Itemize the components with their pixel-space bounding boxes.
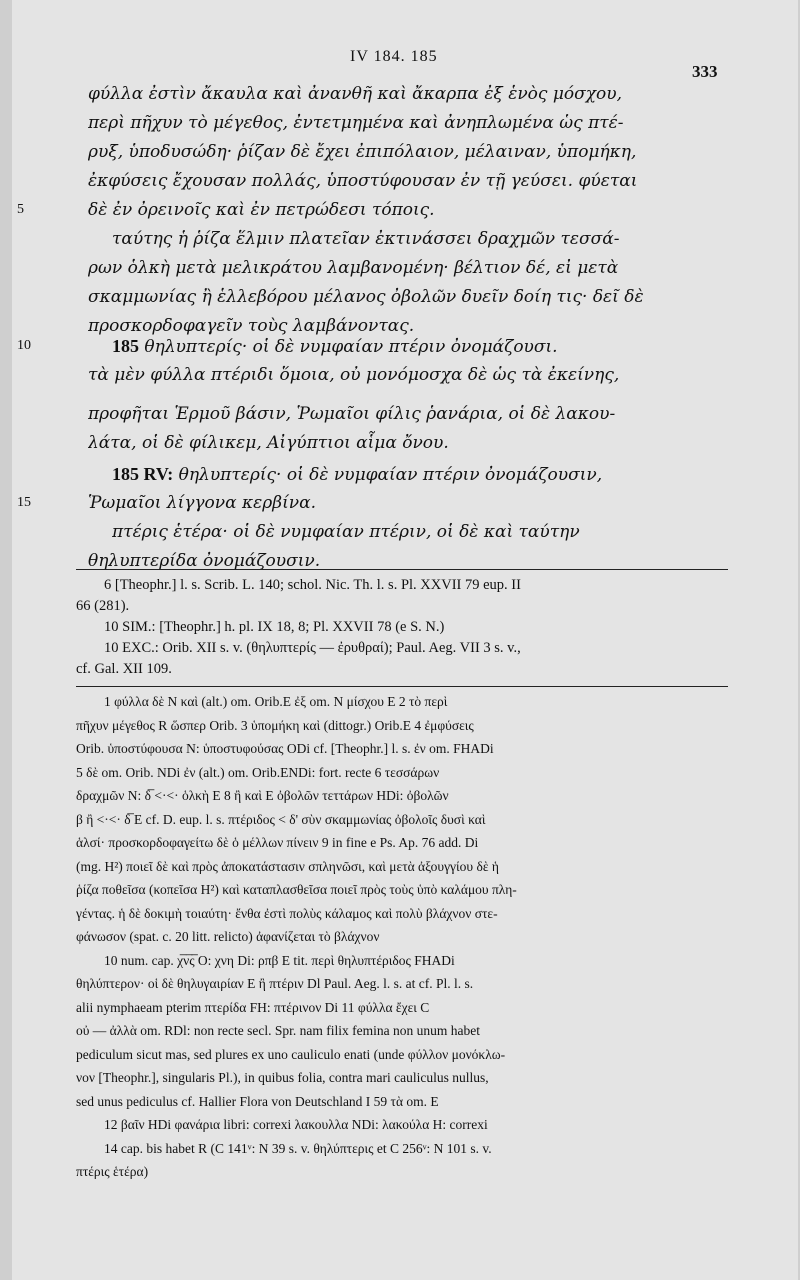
testimonia-line: 66 (281). [76, 598, 130, 614]
text-line: φύλλα ἐστὶν ἄκαυλα καὶ ἀνανθῆ καὶ ἄκαρπα ἐξ ἑνὸς μόσχου, [88, 84, 622, 104]
apparatus-line: φάνωσον (spat. c. 20 litt. relicto) ἀφανίζεται τὸ βλάχνον [76, 929, 380, 944]
testimonia-line: 6 [Theophr.] l. s. Scrib. L. 140; schol. Nic. Th. l. s. Pl. XXVII 79 eup. II [104, 577, 521, 593]
synonyms-line: προφῆται Ἑρμοῦ βάσιν, Ῥωμαῖοι φίλις ῥανάρια, οἱ δὲ λακου- [88, 404, 616, 424]
text-line: θηλυπτερίδα ὀνομάζουσιν. [88, 551, 321, 571]
apparatus-line: sed unus pediculus cf. Hallier Flora von Deutschland I 59 τὰ om. E [76, 1093, 439, 1109]
apparatus-line: πῆχυν μέγεθος R ὥσπερ Orib. 3 ὑπομήκη καὶ (dittogr.) Orib.E 4 ἐμφύσεις [76, 717, 474, 733]
text-line: δὲ ἐν ὀρεινοῖς καὶ ἐν πετρώδεσι τόποις. [88, 200, 435, 220]
apparatus-line: θηλύπτερον· οἱ δὲ θηλυγαιρίαν E ἢ πτέριν Dl Paul. Aeg. l. s. at cf. Pl. l. s. [76, 976, 474, 991]
text-line: Ῥωμαῖοι λίγγονα κερβίνα. [88, 493, 316, 513]
chapter-number: 185 RV: [112, 464, 174, 484]
chapter-text: θηλυπτερίς· οἱ δὲ νυμφαίαν πτέριν ὀνομάζουσι. [139, 337, 558, 357]
synonyms-line: λάτα, οἱ δὲ φίλικεμ, Αἰγύπτιοι αἷμα ὄνου. [88, 433, 449, 453]
line-number: 15 [17, 495, 31, 510]
text-line: ρων ὁλκὴ μετὰ μελικράτου λαμβανομένη· βέλτιον δέ, εἰ μετὰ [88, 258, 619, 278]
apparatus-line: οὐ — ἀλλὰ om. RDl: non recte secl. Spr. nam filix femina non unum habet [76, 1023, 480, 1038]
apparatus-line: 14 cap. bis habet R (C 141ᵛ: N 39 s. v. θηλύπτερις et C 256ᵛ: N 101 s. v. [104, 1140, 492, 1156]
apparatus-line: β ἢ <·<· δ̅ E cf. D. eup. l. s. πτέριδος < δ' σὺν σκαμμωνίας ὀβολοῖς δυσὶ καὶ [76, 811, 486, 827]
apparatus-line: δραχμῶν N: δ̅ <·<· ὁλκὴ E 8 ἢ καὶ E ὀβολῶν τεττάρων HDi: ὀβολῶν [76, 788, 449, 803]
apparatus-line: ῥίζα ποθεῖσα (κοπεῖσα H²) καὶ καταπλασθεῖσα ποιεῖ πρὸς τοὺς ὑπὸ καλάμου πλη- [76, 882, 517, 897]
chapter-number: 185 [112, 336, 139, 356]
text-line: ρυξ, ὑποδυσώδη· ῥίζαν δὲ ἔχει ἐπιπόλαιον, μέλαιναν, ὑπομήκη, [88, 142, 637, 162]
line-number: 5 [17, 202, 24, 217]
chapter-text: θηλυπτερίς· οἱ δὲ νυμφαίαν πτέριν ὀνομάζουσιν, [173, 465, 603, 485]
page-number: 333 [692, 62, 718, 81]
text-line: τὰ μὲν φύλλα πτέριδι ὅμοια, οὐ μονόμοσχα δὲ ὡς τὰ ἐκείνης, [88, 365, 620, 385]
line-number: 10 [17, 338, 31, 353]
running-head: IV 184. 185 [350, 48, 438, 65]
testimonia-divider [76, 569, 728, 570]
apparatus-line: πτέρις ἑτέρα) [76, 1164, 149, 1179]
text-line: προσκορδοφαγεῖν τοὺς λαμβάνοντας. [88, 316, 415, 336]
apparatus-line: 1 φύλλα δὲ N καὶ (alt.) om. Orib.E ἐξ om. N μίσχου E 2 τὸ περὶ [104, 694, 448, 709]
text-line: σκαμμωνίας ἢ ἑλλεβόρου μέλανος ὀβολῶν δυεῖν δοίη τις· δεῖ δὲ [88, 287, 644, 307]
apparatus-line: 10 num. cap. χ̅ν̅ς̅ O: χνη Di: ρπβ E tit. περὶ θηλυπτέριδος FHADi [104, 952, 455, 968]
apparatus-line: Orib. ὑποστύφουσα N: ὑποστυφούσας ODi cf. [Theophr.] l. s. ἐν om. FHADi [76, 741, 494, 756]
chapter-heading-line [112, 460, 752, 489]
book-page [12, 0, 798, 1280]
text-line: ταύτης ἡ ῥίζα ἕλμιν πλατεῖαν ἐκτινάσσει δραχμῶν τεσσά- [112, 229, 620, 249]
apparatus-line: ἁλσί· προσκορδοφαγείτω δὲ ὁ μέλλων πίνειν 9 in fine e Ps. Ap. 76 add. Di [76, 835, 479, 850]
text-line: πτέρις ἑτέρα· οἱ δὲ νυμφαίαν πτέριν, οἱ δὲ καὶ ταύτην [112, 522, 580, 542]
text-line: ἐκφύσεις ἔχουσαν πολλάς, ὑποστύφουσαν ἐν τῇ γεύσει. φύεται [88, 171, 638, 191]
apparatus-divider [76, 686, 728, 687]
apparatus-line: pediculum sicut mas, sed plures ex uno cauliculo enati (unde φύλλον μονόκλω- [76, 1046, 506, 1062]
apparatus-line: νον [Theophr.], singularis Pl.), in quibus folia, contra mari cauliculus nullus, [76, 1070, 489, 1085]
apparatus-line: alii nymphaeam pterim πτερίδα FH: πτέρινον Di 11 φύλλα ἔχει C [76, 999, 430, 1015]
text-line: περὶ πῆχυν τὸ μέγεθος, ἐντετμημένα καὶ ἀνηπλωμένα ὡς πτέ- [88, 113, 624, 133]
testimonia-line: 10 EXC.: Orib. XII s. v. (θηλυπτερίς — ἐρυθραί); Paul. Aeg. VII 3 s. v., [104, 640, 521, 656]
apparatus-line: 5 δὲ om. Orib. NDi ἐν (alt.) om. Orib.ENDi: fort. recte 6 τεσσάρων [76, 764, 440, 780]
testimonia-line: 10 SIM.: [Theophr.] h. pl. IX 18, 8; Pl. XXVII 78 (e S. N.) [104, 619, 445, 635]
chapter-heading-line [112, 332, 752, 361]
apparatus-line: γέντας. ἡ δὲ δοκιμὴ τοιαύτη· ἔνθα ἐστὶ πολὺς κάλαμος καὶ πολὺ βλάχνον στε- [76, 905, 498, 921]
apparatus-line: 12 βαῖν HDi φανάρια libri: correxi λακουλλα NDi: λακούλα H: correxi [104, 1117, 488, 1132]
testimonia-line: cf. Gal. XII 109. [76, 661, 172, 677]
apparatus-line: (mg. H²) ποιεῖ δὲ καὶ πρὸς ἀποκατάστασιν σπληνῶσι, καὶ μετὰ ἀξουγγίου δὲ ἡ [76, 858, 499, 874]
